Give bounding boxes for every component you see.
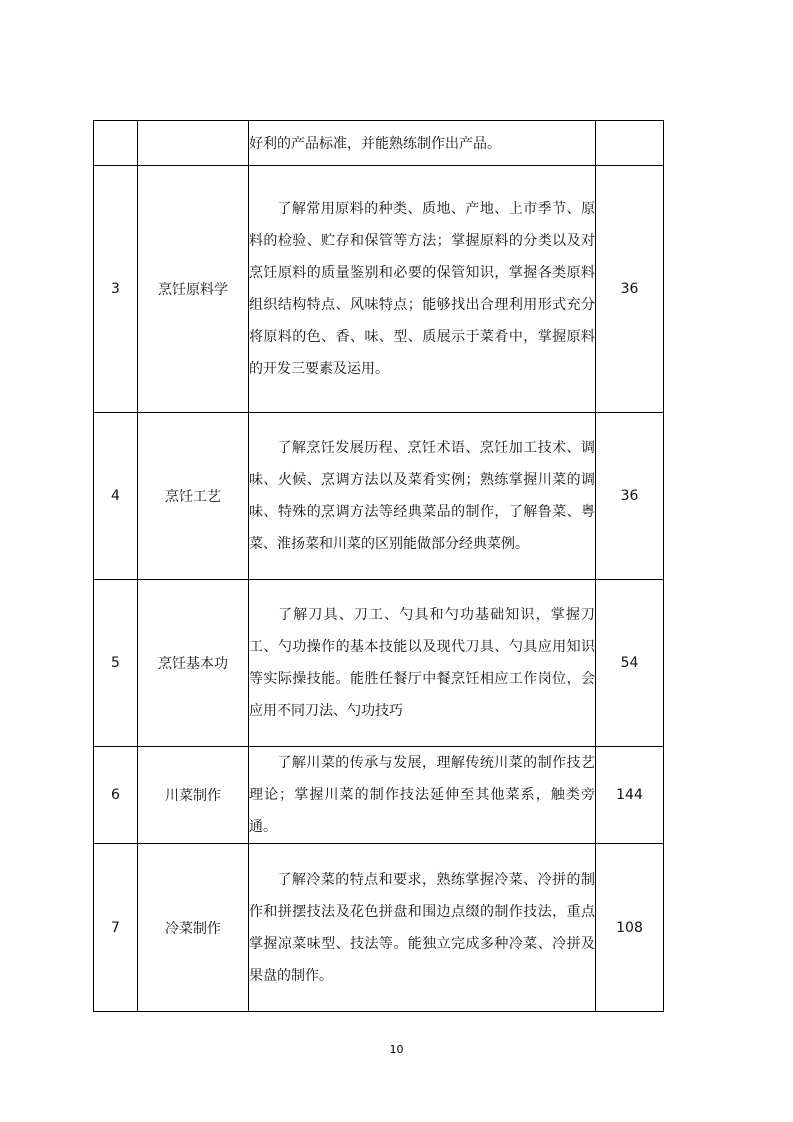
course-content xyxy=(249,747,596,844)
course-content xyxy=(249,413,596,580)
course-table xyxy=(93,120,664,1012)
course-hours: 36 xyxy=(596,166,664,413)
course-content-text: 了解川菜的传承与发展，理解传统川菜的制作技艺理论；掌握川菜的制作技法延伸至其他菜系，触类旁通。 xyxy=(249,755,595,835)
course-content xyxy=(249,121,596,166)
course-content xyxy=(249,844,596,1012)
page-number: 10 xyxy=(389,1043,404,1056)
course-content-text: 了解刀具、刀工、勺具和勺功基础知识，掌握刀工、勺功操作的基本技能以及现代刀具、勺具应用知识等实际操技能。能胜任餐厅中餐烹饪相应工作岗位，会应用不同刀法、勺功技巧 xyxy=(249,607,595,719)
course-name: 烹饪基本功 xyxy=(138,580,249,747)
course-hours xyxy=(596,121,664,166)
course-hours: 54 xyxy=(596,580,664,747)
course-number xyxy=(94,121,138,166)
table-row xyxy=(94,413,664,580)
course-number: 7 xyxy=(94,844,138,1012)
course-number: 6 xyxy=(94,747,138,844)
course-number: 3 xyxy=(94,166,138,413)
table-row xyxy=(94,121,664,166)
course-name: 冷菜制作 xyxy=(138,844,249,1012)
table-row xyxy=(94,844,664,1012)
course-name xyxy=(138,121,249,166)
table-row xyxy=(94,580,664,747)
course-content-text: 了解烹饪发展历程、烹饪术语、烹饪加工技术、调味、火候、烹调方法以及菜肴实例；熟练掌握川菜的调味、特殊的烹调方法等经典菜品的制作，了解鲁菜、粤菜、淮扬菜和川菜的区别能做部分经典菜例。 xyxy=(249,440,595,552)
course-content xyxy=(249,580,596,747)
course-hours: 144 xyxy=(596,747,664,844)
course-hours: 36 xyxy=(596,413,664,580)
course-name: 烹饪工艺 xyxy=(138,413,249,580)
course-number: 5 xyxy=(94,580,138,747)
table-row xyxy=(94,747,664,844)
course-content-text: 了解常用原料的种类、质地、产地、上市季节、原料的检验、贮存和保管等方法；掌握原料的分类以及对烹饪原料的质量鉴别和必要的保管知识，掌握各类原料组织结构特点、风味特点；能够找出合理利用形式充分将原料的色、香、味、型、质展示于菜肴中，掌握原料的开发三要素及运用。 xyxy=(249,201,595,377)
course-content xyxy=(249,166,596,413)
course-name: 烹饪原料学 xyxy=(138,166,249,413)
course-name: 川菜制作 xyxy=(138,747,249,844)
course-content-text: 了解冷菜的特点和要求，熟练掌握冷菜、冷拼的制作和拼摆技法及花色拼盘和围边点缀的制作技法，重点掌握凉菜味型、技法等。能独立完成多种冷菜、冷拼及果盘的制作。 xyxy=(249,871,595,984)
course-number: 4 xyxy=(94,413,138,580)
table-row xyxy=(94,166,664,413)
course-content-text: 好利的产品标准，并能熟练制作出产品。 xyxy=(249,136,501,152)
course-hours: 108 xyxy=(596,844,664,1012)
